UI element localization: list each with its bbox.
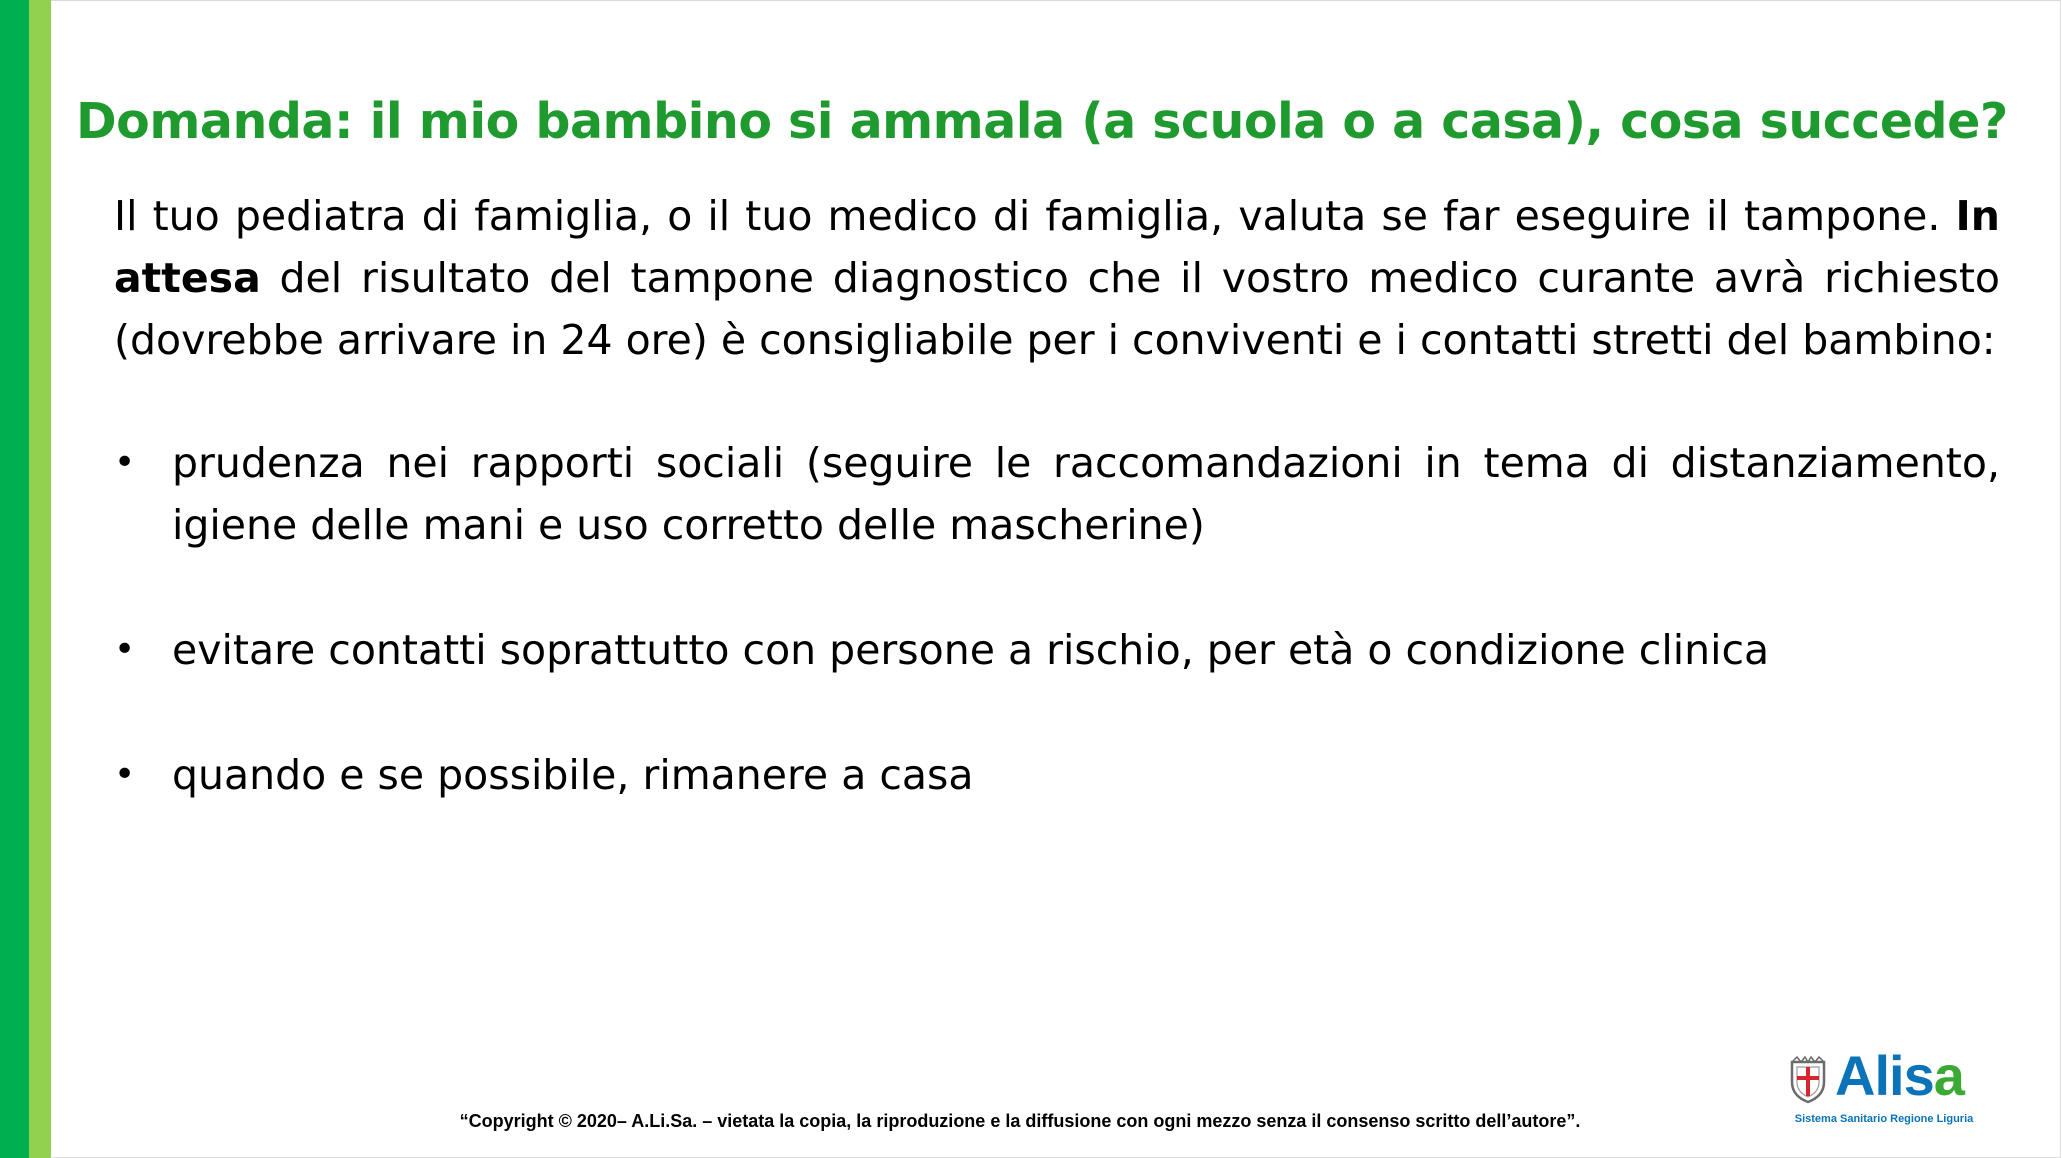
intro-paragraph [114, 185, 2000, 371]
bullet-symbol: • [114, 442, 136, 483]
liguria-shield-icon [1789, 1056, 1827, 1104]
intro-text-start: Il tuo pediatra di famiglia, o il tuo medico di famiglia, valuta se far eseguire il tampone. [114, 192, 1956, 240]
copyright-footer: “Copyright © 2020– A.Li.Sa. – vietata la copia, la riproduzione e la diffusione con ogni mezzo senza il consenso scritto dell’autore”. [459, 1111, 1581, 1131]
bullet-list [114, 432, 2000, 806]
bullet-text: evitare contatti soprattutto con persone a rischio, per età o condizione clinica [172, 626, 1770, 674]
logo-subtitle: Sistema Sanitario Regione Liguria [1794, 1113, 1974, 1125]
bullet-text: prudenza nei rapporti sociali (seguire le raccomandazioni in tema di distanziamento, igiene delle mani e uso corretto delle mascherine) [172, 439, 2000, 549]
bullet-text: quando e se possibile, rimanere a casa [172, 751, 974, 799]
bullet-symbol: • [114, 629, 136, 670]
intro-bold-text: In attesa [114, 192, 2000, 302]
bullet-item [114, 432, 2000, 556]
accent-bar-light [29, 0, 51, 1158]
slide-content [114, 185, 2000, 869]
accent-bar-dark [0, 0, 29, 1158]
slide-title: Domanda: il mio bambino si ammala (a scuola o a casa), cosa succede? [76, 93, 2008, 150]
intro-text-end: del risultato del tampone diagnostico che il vostro medico curante avrà richiesto (dovrebbe arrivare in 24 ore) è consigliabile per i conviventi e i contatti stretti del bambino: [114, 254, 2000, 364]
bullet-item [114, 619, 2000, 681]
logo-wordmark: Alisa [1835, 1044, 1964, 1107]
bullet-symbol: • [114, 754, 136, 795]
alisa-logo [1789, 1044, 1979, 1128]
bullet-item [114, 744, 2000, 806]
